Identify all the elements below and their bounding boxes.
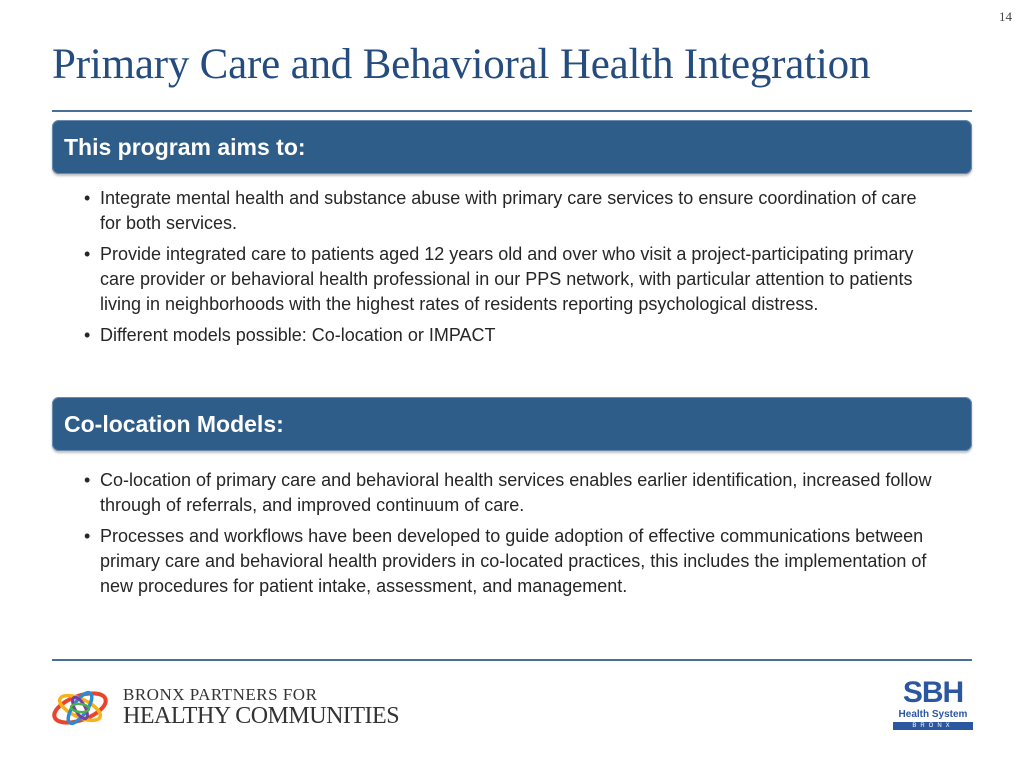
list-item: • Co-location of primary care and behavioral health services enables earlier identification, increased follow through of referrals, and improved continuum of care.	[84, 468, 934, 518]
page-number: 14	[999, 9, 1012, 24]
program-aims-list	[84, 186, 934, 354]
sbh-health-system-logo	[893, 676, 973, 730]
logo-text-line1: BRONX PARTNERS FOR	[123, 685, 318, 704]
sbh-band: BRONX	[893, 722, 973, 730]
page-title: Primary Care and Behavioral Health Integration	[52, 41, 871, 88]
title-divider	[52, 110, 972, 112]
sbh-subtitle: Health System	[898, 709, 968, 720]
section-header-program-aims	[52, 120, 972, 174]
footer-divider	[52, 659, 972, 661]
logo-text-line2: HEALTHY COMMUNITIES	[123, 703, 400, 729]
list-item: • Different models possible: Co-location or IMPACT	[84, 323, 934, 348]
sbh-name: SBH	[902, 676, 964, 709]
co-location-list	[84, 468, 934, 605]
section-header-co-location	[52, 397, 972, 451]
swirl-logo-icon	[50, 683, 110, 733]
bronx-partners-logo	[50, 683, 430, 733]
list-item: • Processes and workflows have been developed to guide adoption of effective communications between primary care and behavioral health providers in co-located practices, this includes the implementation of new procedures for patient intake, assessment, and management.	[84, 524, 934, 599]
list-item: • Integrate mental health and substance abuse with primary care services to ensure coordination of care for both services.	[84, 186, 934, 236]
list-item: • Provide integrated care to patients aged 12 years old and over who visit a project-participating primary care provider or behavioral health professional in our PPS network, with particular attention to patients living in neighborhoods with the highest rates of residents reporting psychological distress.	[84, 242, 934, 317]
section-heading: Co-location Models:	[64, 410, 284, 437]
section-heading: This program aims to:	[64, 133, 306, 160]
